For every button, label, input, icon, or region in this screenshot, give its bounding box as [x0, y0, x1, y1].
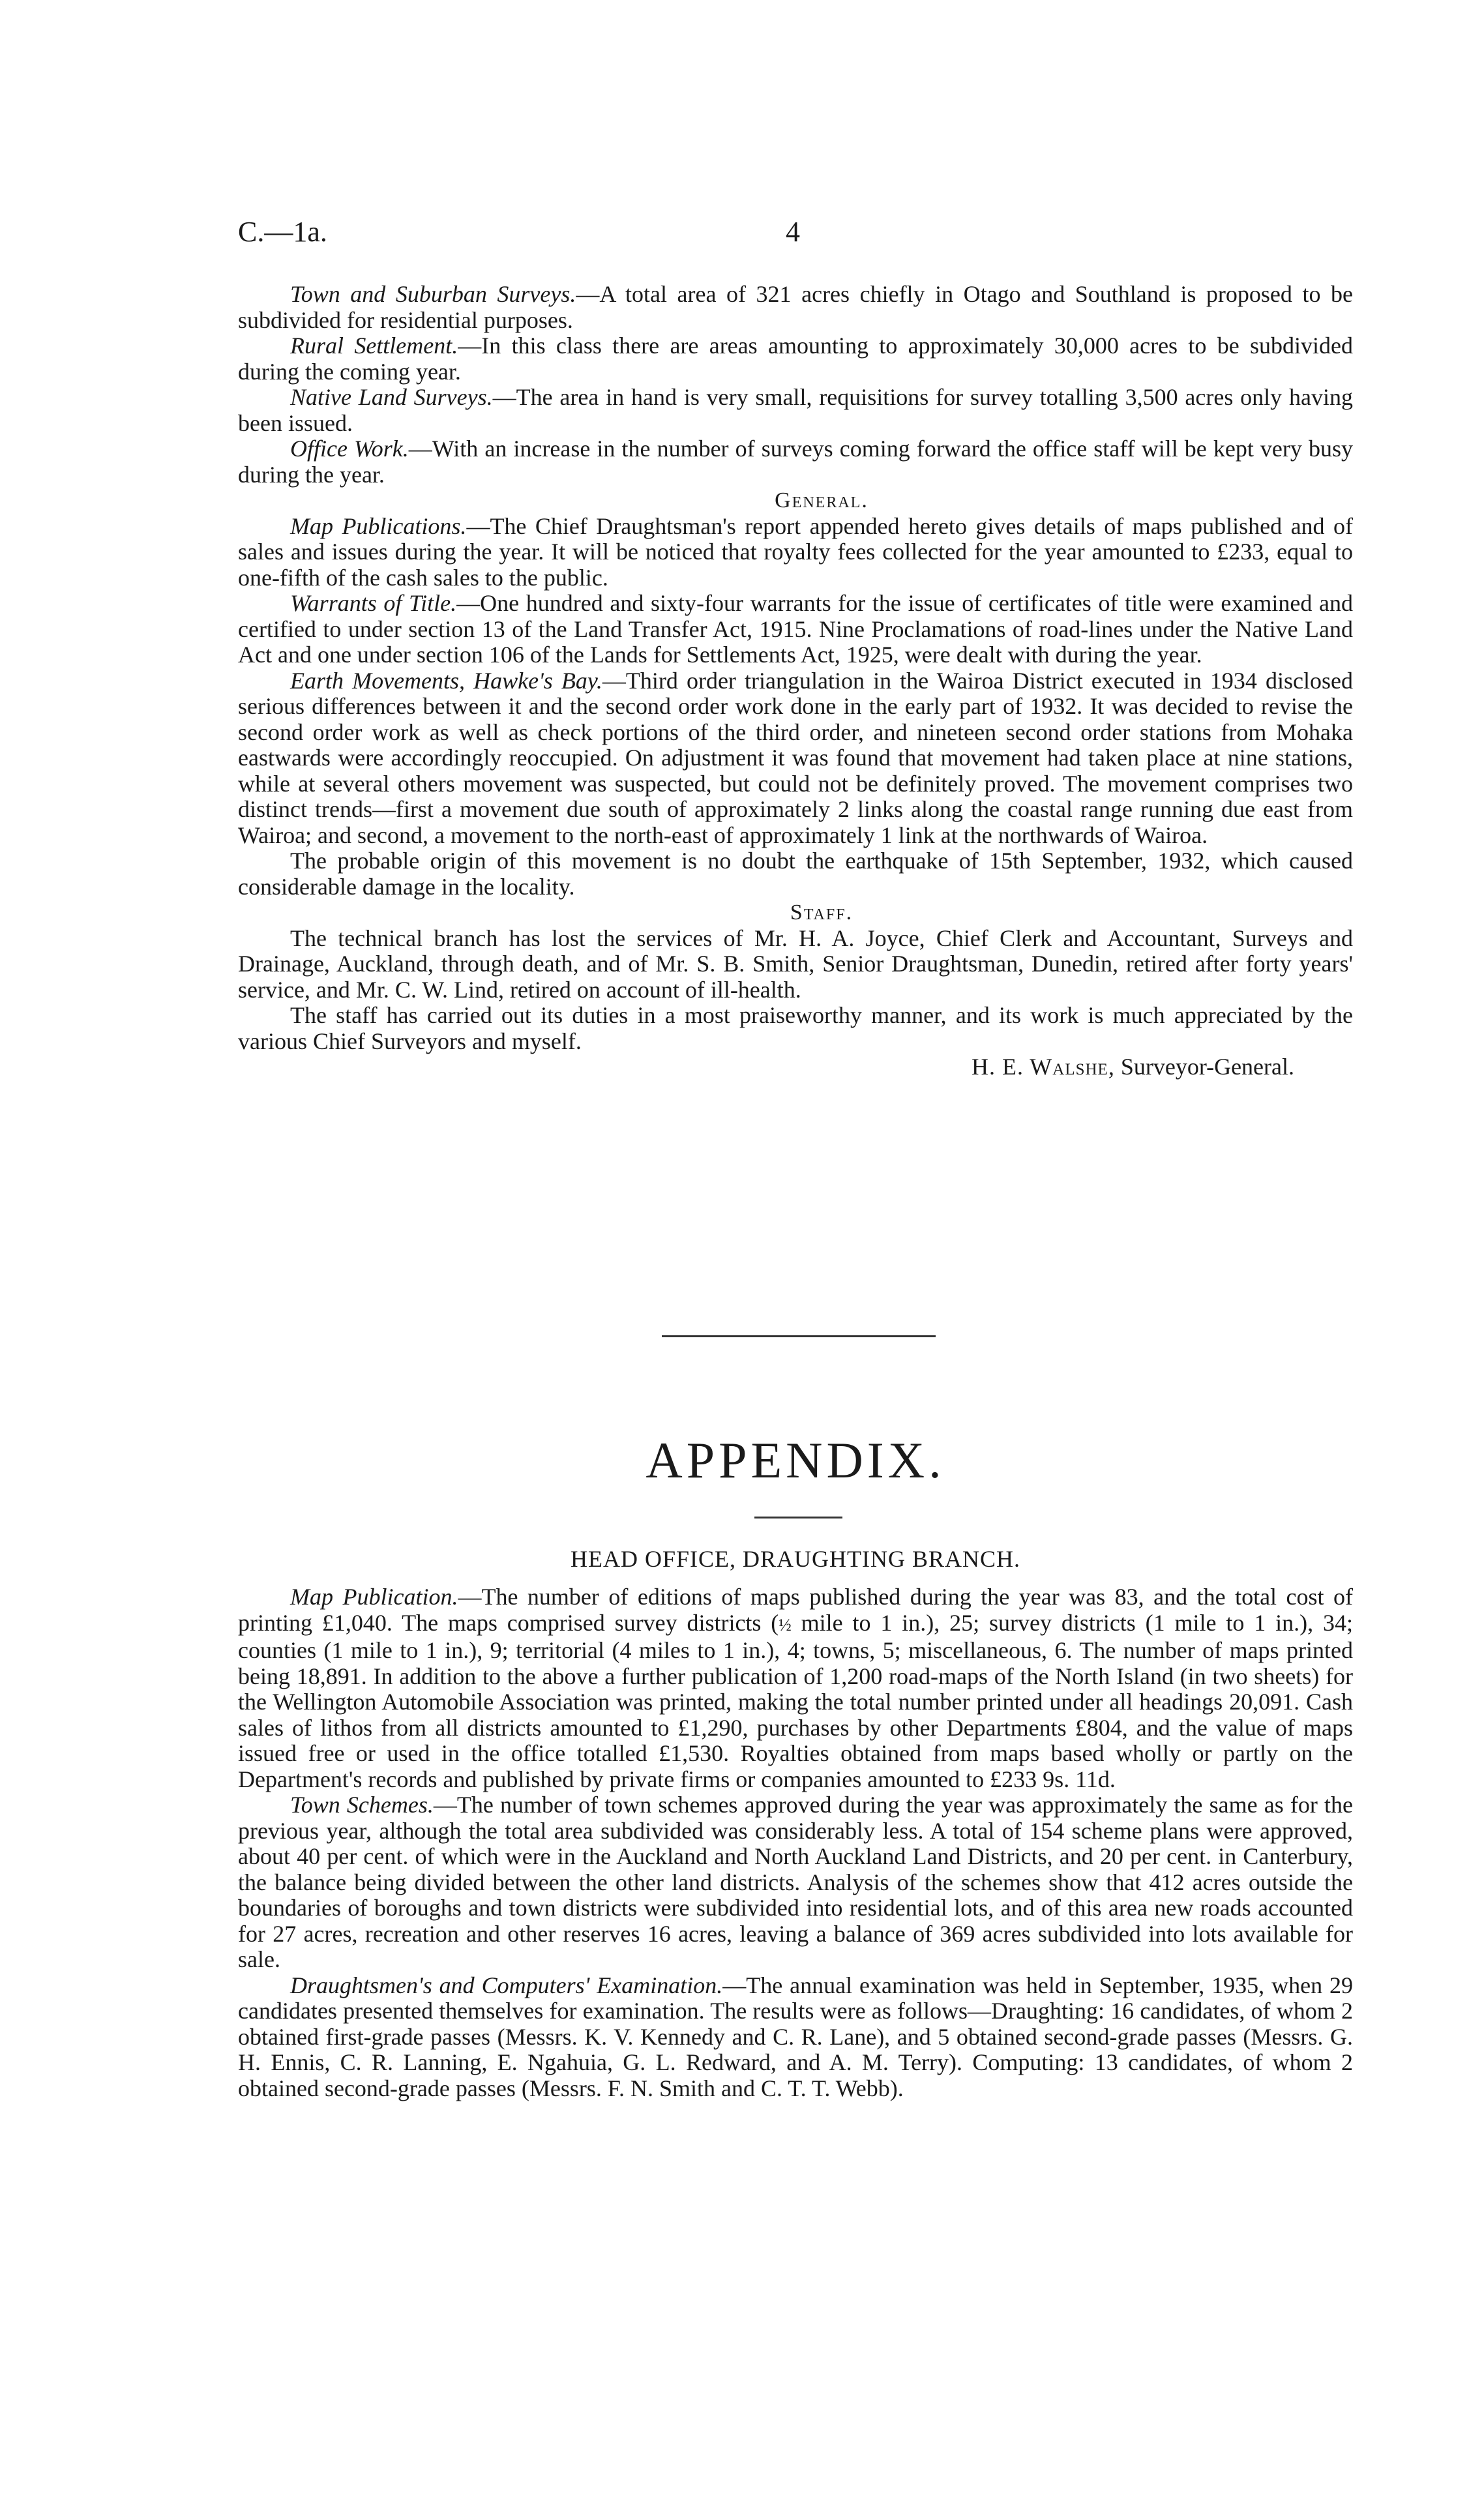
paragraph-text: —The annual examination was held in September, 1935, when 29 candidates presented themselves for examination. The results were as follows—Draughting: 16 candidates, of whom 2 obtained first-grade passes (Messrs. K. V. Kennedy and C. R. Lane), and 5 obtained second-grade passes (Messrs. G. H. Ennis, C. R. Lanning, E. Ngahuia, G. L. Redward, and A. M. Terry). Computing: 13 candidates, of whom 2 obtained second-grade passes (Messrs. F. N. Smith and C. T. T. Webb).: [238, 1972, 1354, 2101]
paragraph-lead: Native Land Surveys.: [290, 384, 493, 410]
paragraph-lead: Draughtsmen's and Computers' Examination.: [290, 1972, 723, 1998]
paragraph-examination: [238, 1973, 1353, 2102]
signature-name: H. E. Walshe,: [971, 1054, 1115, 1080]
appendix-body: [238, 1584, 1353, 2101]
paragraph-town-suburban-surveys: [238, 282, 1353, 333]
section-heading-staff: Staff.: [790, 900, 853, 925]
paragraph-text: —The area in hand is very small, requisitions for survey totalling 3,500 acres only having been issued.: [238, 384, 1353, 436]
section-heading-general: General.: [775, 488, 868, 512]
title-underline-rule: [754, 1517, 842, 1518]
page-number: 4: [786, 216, 800, 248]
paragraph-lead: Map Publications.: [290, 512, 467, 539]
paragraph-lead: Town and Suburban Surveys.: [290, 281, 576, 307]
paragraph-map-publications: [238, 514, 1353, 591]
paragraph-office-work: [238, 436, 1353, 488]
paragraph-map-publication: [238, 1584, 1353, 1792]
paragraph-staff-losses: [238, 926, 1353, 1003]
paragraph-warrants-of-title: [238, 591, 1353, 668]
paragraph-town-schemes: [238, 1792, 1353, 1973]
paragraph-lead: Town Schemes.: [290, 1792, 434, 1818]
paragraph-staff-duties: [238, 1003, 1353, 1054]
paragraph-rural-settlement: [238, 333, 1353, 385]
appendix-subheading: HEAD OFFICE, DRAUGHTING BRANCH.: [570, 1546, 1021, 1572]
page-header: [238, 215, 1353, 254]
paragraph-text: —A total area of 321 acres chiefly in Otago and Southland is proposed to be subdivided for residential purposes.: [238, 281, 1353, 333]
paragraph-text: The technical branch has lost the services of Mr. H. A. Joyce, Chief Clerk and Accountant, Surveys and Drainage, Auckland, through death, and of Mr. S. B. Smith, Senior Draughtsman, Dunedin, retired after forty years' service, and Mr. C. W. Lind, retired on account of ill-health.: [238, 925, 1353, 1003]
paragraph-text: The probable origin of this movement is no doubt the earthquake of 15th September, 1932, which caused considerable damage in the locality.: [238, 848, 1353, 900]
paragraph-lead: Rural Settlement.: [290, 333, 458, 359]
signature: [238, 1054, 1353, 1080]
paragraph-text-b: mile to 1 in.), 25; survey districts (1 mile to 1 in.), 34; counties (1 mile to 1 in.), 9; territorial (4 miles to 1 in.), 4; towns, 5; miscellaneous, 6. The number of maps printed being 18,891. In addition to the above a further publication of 1,200 road-maps of the North Island (in two sheets) for the Wellington Automobile Association was printed, making the total number printed under all headings 20,091. Cash sales of lithos from all districts amounted to £1,290, purchases by other Departments £804, and the value of maps issued free or used in the office totalled £1,530. Royalties obtained from maps based wholly or partly on the Department's records and published by private firms or companies amounted to £233 9s. 11d.: [238, 1609, 1353, 1792]
paragraph-text: —One hundred and sixty-four warrants for the issue of certificates of title were examined and certified to under section 13 of the Land Transfer Act, 1915. Nine Proclamations of road-lines under the Native Land Act and one under section 106 of the Lands for Settlements Act, 1925, were dealt with during the year.: [238, 590, 1353, 668]
paragraph-lead: Warrants of Title.: [290, 590, 457, 616]
paragraph-text-a: —The number of editions of maps published during the year was 83, and the total cost of printing £1,040. The maps comprised survey districts (: [238, 1584, 1354, 1636]
paragraph-lead: Map Publication.: [290, 1584, 458, 1610]
paragraph-native-land-surveys: [238, 385, 1353, 436]
paragraph-lead: Earth Movements, Hawke's Bay.: [290, 667, 602, 694]
paragraph-text: —The Chief Draughtsman's report appended hereto gives details of maps published and of sales and issues during the year. It will be noticed that royalty fees collected for the year amounted to £233, equal to one-fifth of the cash sales to the public.: [238, 512, 1353, 591]
paragraph-text: —With an increase in the number of surveys coming forward the office staff will be kept very busy during the year.: [238, 436, 1353, 488]
document-reference: C.—1a.: [238, 216, 327, 248]
report-body: [238, 282, 1353, 1080]
paragraph-text: —In this class there are areas amounting to approximately 30,000 acres to be subdivided during the coming year.: [238, 333, 1353, 385]
fraction-half: ½: [779, 1615, 792, 1635]
paragraph-text: —The number of town schemes approved during the year was approximately the same as for the previous year, although the total area subdivided was considerably less. A total of 154 scheme plans were approved, about 40 per cent. of which were in the Auckland and North Auckland Land Districts, and 20 per cent. in Canterbury, the balance being divided between the other land districts. Analysis of the schemes show that 412 acres outside the boundaries of boroughs and town districts were subdivided into residential lots, and of this area new roads accounted for 27 acres, recreation and other reserves 16 acres, leaving a balance of 369 acres subdivided into lots available for sale.: [238, 1792, 1354, 1972]
paragraph-lead: Office Work.: [290, 436, 409, 462]
paragraph-earth-movements: [238, 668, 1353, 849]
paragraph-probable-origin: [238, 848, 1353, 900]
paragraph-text: —Third order triangulation in the Wairoa District executed in 1934 disclosed serious differences between it and the second order work done in the early part of 1932. It was decided to revise the second order work as well as check portions of the third order, and nineteen second order stations from Mohaka eastwards were accordingly reoccupied. On adjustment it was found that movement had taken place at nine stations, while at several others movement was suspected, but could not be definitely proved. The movement comprises two distinct trends—first a movement due south of approximately 2 links along the coastal range running due east from Wairoa; and second, a movement to the north-east of approximately 1 link at the northwards of Wairoa.: [238, 667, 1353, 848]
signature-title: Surveyor-General.: [1114, 1054, 1294, 1080]
appendix-title: APPENDIX.: [646, 1432, 945, 1488]
section-divider-rule: [662, 1335, 936, 1337]
paragraph-text: The staff has carried out its duties in a most praiseworthy manner, and its work is much appreciated by the various Chief Surveyors and myself.: [238, 1002, 1353, 1054]
